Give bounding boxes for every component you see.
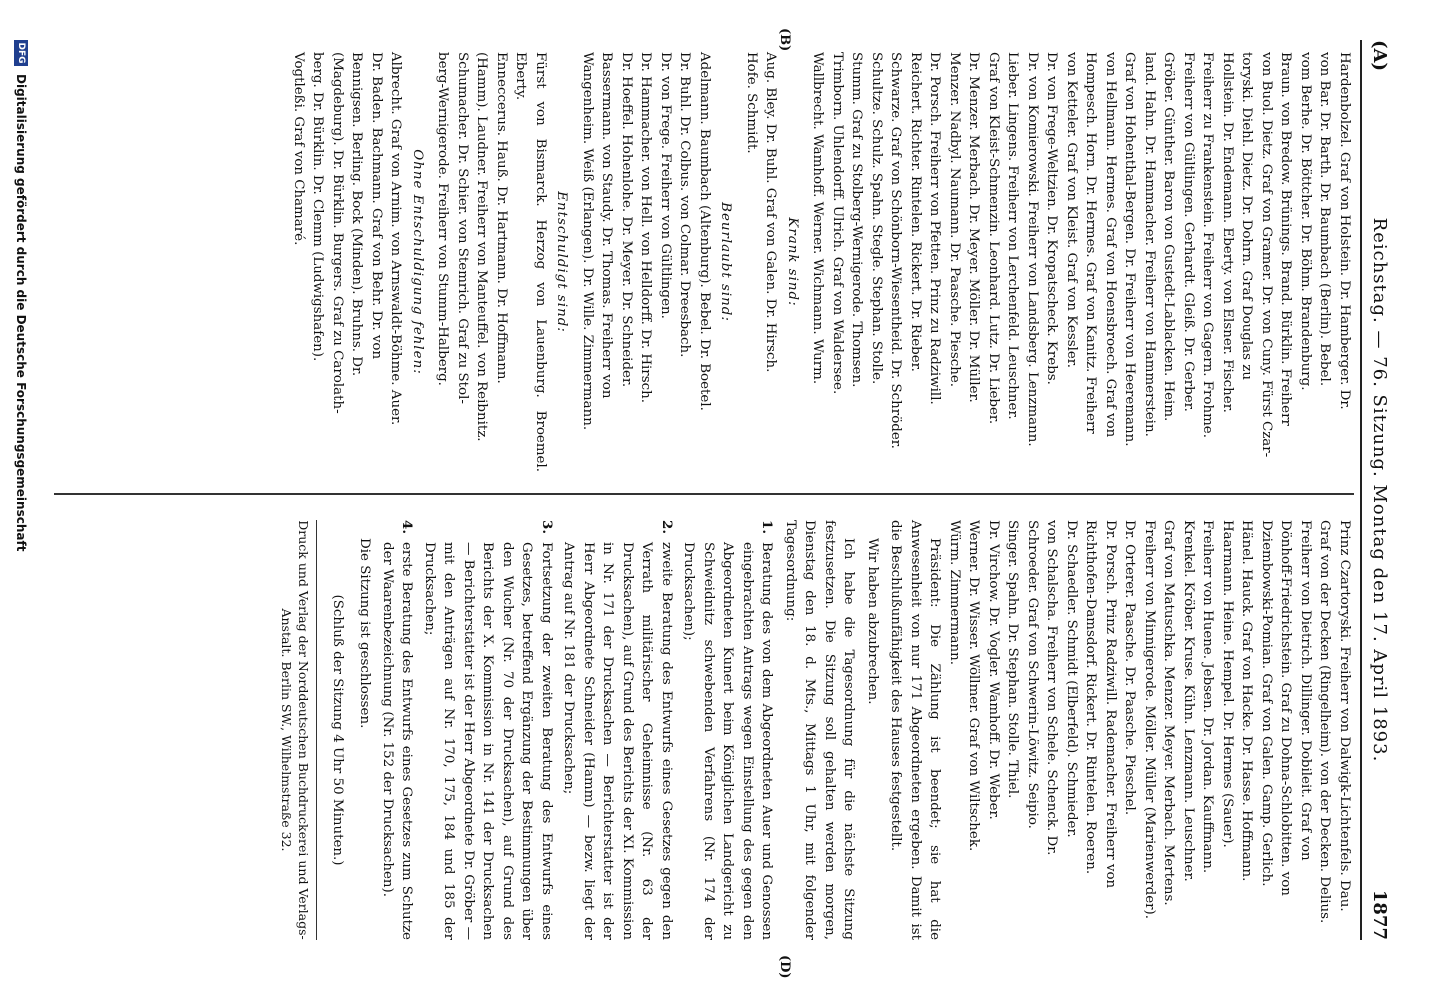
names-line: Dr. Virchow. Dr. Vogler. Wamhoff. Dr. Weber. [986, 520, 1001, 820]
names-line: Würm. Zimmermann. [947, 520, 962, 665]
names-line: Vogtleßi. Graf von Chamaré. [291, 52, 306, 246]
names-line: von Hellmann. Hermes. Graf von Hoensbroech. Graf von [1103, 52, 1118, 438]
page-number: 1877 [1369, 889, 1390, 940]
names-line: (Magdeburg). Dr. Bürklin. Burgers. Graf zu Carolath- [330, 52, 345, 414]
names-line: Dr. Schaedler. Schmidt (Elberfeld). Schmieder. [1064, 520, 1079, 838]
names-line: Dziembowski-Pomian. Graf von Galen. Gamp. Gerlich. [1259, 520, 1274, 887]
agenda-item [559, 520, 676, 940]
names-line: Dr. Hoeffel. Hohenlohe. Dr. Meyer. Dr. Schneider. [619, 52, 634, 388]
names-line: Albrecht. Graf von Arnim. von Arnswaldt-Böhme. Auer. [388, 52, 404, 426]
names-line: Hardenbolzel. Graf von Holstein. Dr. Hamberger. Dr. [1337, 52, 1352, 410]
names-line: toryski. Diehl. Dietz. Dr. Dohrn. Graf Douglas zu [1239, 52, 1255, 380]
names-line: Freiherr von Minnigerode. Möller. Müller (Marienwerder). [1142, 520, 1157, 920]
names-line: von Schalscha. Freiherr von Schele. Schenck. Dr. [1044, 520, 1060, 856]
names-line: Hänel. Hauck. Graf von Hacke. Dr. Hasse. Hoffmann. [1239, 520, 1255, 882]
names-line: Dr. Menzer. Merbach. Dr. Meyer. Möller. Dr. Müller. [966, 52, 982, 403]
margin-marker-b: (B) [777, 28, 792, 52]
president-statement-2: Wir haben abzubrechen. [865, 538, 880, 705]
names-line: Freiherr zu Frankenstein. Freiherr von Gagern. Frohme. [1200, 52, 1216, 438]
names-line: Stumm. Graf zu Stolberg-Wernigerode. Thomsen. [849, 52, 865, 388]
names-line: Dr. Buhl. Dr. Colbus. von Colmar. Dreesbach. [677, 52, 693, 358]
names-line: Prinz Czartoryski. Freiherr von Dalwigk-Lichtenfels. Dau. [1337, 520, 1352, 912]
names-line: Hollstein. Dr. Endemann. Eberty. von Elsner. Fischer. [1220, 52, 1235, 413]
agenda-item [679, 520, 777, 940]
agenda-item-number: 1. [759, 520, 776, 534]
names-line: Werner. Dr. Wisser. Wöllmer. Graf von Wiltschek. [966, 520, 982, 852]
names-line: Dr. Hammacher. von Hell. von Helldorff. Dr. Hirsch. [638, 52, 654, 403]
names-line: berg. Dr. Bürklin. Dr. Clemm (Ludwigshafen). [310, 52, 326, 362]
names-line: berg-Wernigerode. Freiherr von Stumm-Halberg. [435, 52, 451, 386]
names-line: (Hamm). Laudner. Freiherr von Manteuffel. von Reibnitz. [474, 52, 490, 442]
names-line: Graf von Kleist-Schmenzin. Leonhard. Lutz. Dr. Lieber. [986, 52, 1001, 425]
excused-names-list [433, 52, 550, 472]
president-statement: Präsident: Die Zählung ist beendet; sie hat die Anwesenheit von nur 171 Abgeordneten ergeben. Damit ist die Beschlußunfähigkeit des Hauses festgestellt. [888, 520, 943, 940]
names-line: Freiherr von Dietrich. Dillinger. Dobileit. Graf von [1298, 520, 1313, 861]
agenda-item-number: 2. [659, 520, 675, 534]
names-line: Wangenheim. Weiß (Erlangen). Dr. Wille. Zimmermann. [580, 52, 595, 431]
header-title: Reichstag. — 76. Sitzung. Montag den 17. April 1893. [1369, 217, 1390, 763]
names-line: Schultze. Schulz. Spahn. Stegle. Stephan. Stolle. [869, 52, 884, 385]
footer-rule [317, 520, 318, 940]
header-left-marker: (A) [1369, 40, 1390, 71]
names-line: Schwarze. Graf von Schönborn-Wiesentheid. Dr. Schröder. [888, 52, 904, 449]
leave-names-list [578, 52, 715, 472]
section-heading-excused: Entschuldigt sind: [554, 191, 570, 333]
names-line: Enneccerus. Hauß. Dr. Hartmann. Dr. Hoffmann. [494, 52, 509, 384]
names-line: Hofe. Schmidt. [744, 52, 759, 154]
agenda-item-text: zweite Beratung des Entwurfs eines Gesetzes gegen den Verrath militärischer Geheimnisse (Nr. 63 der Drucksachen), auf Grund des Berichts der XI. Kommission in Nr. 171 der Drucksachen — Berichterstatter ist der Herr Abgeordnete Schneider (Hamm) — bezw. liegt der Antrag auf Nr. 181 der Drucksachen; [561, 542, 674, 940]
names-line: Richthofen-Damsdorf. Rickert. Dr. Rintelen. Roeren. [1083, 520, 1099, 875]
names-line: Schumacher. Dr. Schier. von Stemrich. Graf zu Stol- [455, 52, 470, 404]
names-line: Menzer. Nadbyl. Naumann. Dr. Paasche. Piesche. [947, 52, 962, 388]
names-line: Trimborn. Uhlendorff. Ulrich. Graf von Waldersee. [830, 52, 845, 395]
session-closing-note: (Schluß der Sitzung 4 Uhr 50 Minuten.) [330, 594, 345, 866]
ill-names-list [742, 52, 781, 472]
column-divider [54, 493, 1354, 495]
voting-names-list [808, 52, 1354, 472]
names-line: land. Hahn. Dr. Hammacher. Freiherr von Hammerstein. [1142, 52, 1157, 437]
names-line: Graf von Matuschka. Menzer. Meyer. Merbach. Mertens. [1161, 520, 1177, 906]
names-line: Freiherr von Gültlingen. Gerhardt. Gleiß. Dr. Gerber. [1181, 52, 1196, 412]
adjourn-statement: Die Sitzung ist geschlossen. [357, 538, 373, 729]
digitization-credit-text: Digitalisierung gefördert durch die Deutsche Forschungsgemeinschaft [14, 74, 28, 552]
agenda-list [378, 520, 777, 940]
page-header [1360, 40, 1394, 940]
names-line: Reichert. Richter. Rintelen. Rickert. Dr. Rieber. [908, 52, 923, 372]
names-line: Lieber. Lingens. Freiherr von Lerchenfeld. Leuschner. [1005, 52, 1021, 420]
digitization-credit [8, 40, 32, 980]
names-line: Wallbrecht. Wamhoff. Werner. Wichmann. Wurm. [810, 52, 826, 385]
names-line: Schroeder. Graf von Schwerin-Löwitz. Seipio. [1025, 520, 1040, 829]
dfg-logo: DFG [14, 40, 28, 66]
agenda-item [378, 520, 417, 940]
names-line: Bennigsen. Berling. Bock (Minden). Bruhns. Dr. [349, 52, 365, 377]
names-line: Dr. Orterer. Paasche. Dr. Paasche. Pieschel. [1122, 520, 1138, 816]
names-line: Dönhoff-Friedrichstein. Graf zu Dohna-Schlobitten. von [1278, 520, 1294, 896]
agenda-item-text: Beratung des von dem Abgeordneten Auer und Genossen eingebrachten Antrags wegen Einstellung des gegen den Abgeordneten Kunert beim Königlichen Landgericht zu Schweidnitz schwebenden Verfahrens (Nr. 174 der Drucksachen); [681, 542, 775, 940]
agenda-item-text: Fortsetzung der zweiten Beratung des Entwurfs eines Gesetzes, betreffend Ergänzung der Bestimmungen über den Wucher (Nr. 70 der Drucksachen), auf Grund des Berichts der X. Kommission in Nr. 141 der Drucksachen — Berichterstatter ist der Herr Abgeordnete Dr. Gröber — mit den Anträgen auf Nr. 170, 175, 184 und 185 der Drucksachen; [422, 542, 554, 940]
names-line: Freiherr von Huene. Jebsen. Dr. Jordan. Kauffmann. [1200, 520, 1216, 874]
names-line: vom Berhe. Dr. Böttcher. Dr. Böhm. Brandenburg. [1298, 52, 1313, 391]
names-line: von Bar. Dr. Barth. Dr. Baumbach (Berlin). Bebel. [1317, 52, 1333, 387]
agenda-item [420, 520, 557, 940]
names-line: Braun. von Bredow. Brünings. Brand. Bürklin. Freiherr [1278, 52, 1294, 426]
without-excuse-names-list [289, 52, 406, 472]
names-line: von Buol. Dietz. Graf von Gramer. Dr. von Cuny. Fürst Czar- [1259, 52, 1274, 458]
names-line: Dr. Baden. Bachmann. Graf von Behr. Dr. von [369, 52, 384, 360]
names-line: Dr. Porsch. Prinz Radziwill. Rademacher. Freiherr von [1103, 520, 1118, 889]
names-line: Singer. Spahn. Dr. Stephan. Stolle. Thiel. [1005, 520, 1021, 799]
names-line: Dr. von Frege. Freiherr von Gültlingen. [658, 52, 673, 319]
right-column [279, 520, 1355, 940]
names-line: Hompesch. Horn. Dr. Hermes. Graf von Kanitz. Freiherr [1083, 52, 1099, 434]
printer-imprint: Druck und Verlag der Norddeutschen Buchdruckerei und Verlags-Anstalt. Berlin SW., Wilhelmstraße 32. [279, 520, 312, 940]
names-line: Graf von Hohenthal-Bergen. Dr. Freiherr von Heeremann. [1122, 52, 1138, 447]
names-line: Dr. von Komierowski. Freiherr von Landsberg. Lenzmann. [1025, 52, 1040, 447]
section-heading-without-excuse: Ohne Entschuldigung fehlen: [410, 149, 425, 375]
names-line: Adelmann. Baumbach (Altenburg). Bebel. Dr. Boetel. [697, 52, 712, 411]
names-line: Graf von der Decken (Ringelheim). von der Decken. Delius. [1317, 520, 1333, 924]
left-column [289, 52, 1355, 472]
names-line: Fürst von Bismarck. Herzog von Lauenburg. Broemel. Eberty. [513, 52, 548, 472]
names-line: Bassermann. von Staudy. Dr. Thomas. Freiherr von [599, 52, 615, 399]
names-line: Dr. Porsch. Freiherr von Pfetten. Prinz zu Radziwill. [927, 52, 943, 405]
section-heading-leave: Beurlaubt sind: [718, 202, 734, 322]
names-line: Aug. Bley. Dr. Buhl. Graf von Galen. Dr. Hirsch. [763, 52, 779, 373]
margin-marker-d: (D) [777, 955, 792, 979]
agenda-item-number: 3. [539, 520, 555, 534]
names-line: Gröber. Günther. Baron von Gustedt-Lablacken. Heim. [1161, 52, 1177, 422]
section-heading-ill: Krank sind: [785, 217, 800, 307]
continued-names-list [945, 520, 1355, 940]
names-line: Haarmann. Heine. Hempel. Dr. Hermes (Sauer). [1220, 520, 1235, 848]
names-line: Dr. von Frege-Weltzien. Dr. Kropatscheck. Krebs. [1044, 52, 1060, 385]
agenda-proposal: Ich habe die Tagesordnung für die nächste Sitzung festzusetzen. Die Sitzung soll gehalten werden morgen, Dienstag den 18. d. Mts., Mittags 1 Uhr, mit folgender Tagesordnung: [783, 520, 857, 940]
names-line: von Ketteler. Graf von Kleist. Graf von Kessler. [1064, 52, 1079, 368]
names-line: Krenkel. Kröber. Kruse. Kühn. Lenzmann. Leuschner. [1181, 520, 1196, 882]
agenda-item-text: erste Beratung des Entwurfs eines Gesetzes zum Schutze der Waarenbezeichnung (Nr. 152 der Drucksachen). [380, 542, 415, 940]
agenda-item-number: 4. [399, 520, 416, 534]
